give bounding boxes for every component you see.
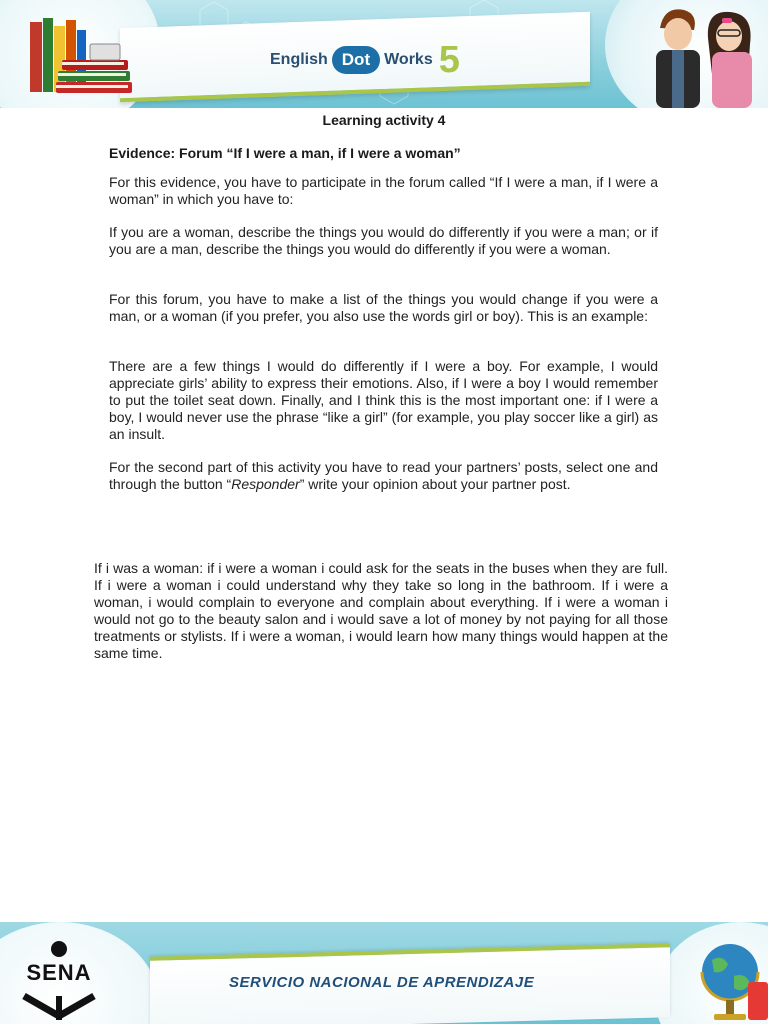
instruction-paragraph-1: For this evidence, you have to participate in the forum called “If I were a man, if I were a woman” in which you have to: xyxy=(109,174,658,207)
footer-banner xyxy=(0,922,768,1024)
institution-name: SERVICIO NACIONAL DE APRENDIZAJE xyxy=(229,974,535,991)
logo-number: 5 xyxy=(438,39,460,81)
example-paragraph: There are a few things I would do differently if I were a boy. For example, I would appreciate girls’ ability to express their emotions. Also, if I were a boy I would remember to put the toilet seat down. Finally, and I think this is the most important one: if I were a boy, I would never use the phrase “like a girl” (for example, you play soccer like a girl) as an insult. xyxy=(109,358,658,442)
evidence-heading: Evidence: Forum “If I were a man, if I were a woman” xyxy=(109,145,461,161)
students-illustration-icon xyxy=(638,4,766,108)
instruction-text-after: ” write your opinion about your partner post. xyxy=(299,476,571,492)
logo-word-works: Works xyxy=(384,51,433,68)
instruction-paragraph-2: If you are a woman, describe the things you would do differently if you were a man; or if you are a man, describe the things you would do differently if you were a woman. xyxy=(109,224,658,257)
instruction-paragraph-5 xyxy=(109,459,658,493)
page-title: Learning activity 4 xyxy=(322,112,446,128)
logo-word-dot: Dot xyxy=(332,46,380,74)
books-icon xyxy=(28,14,138,100)
english-dot-works-logo xyxy=(270,40,460,80)
responder-button-name: Responder xyxy=(231,476,300,492)
header-banner xyxy=(0,0,768,108)
student-answer-paragraph: If i was a woman: if i were a woman i could ask for the seats in the buses when they are full. If i were a woman i could understand why they take so long in the bathroom. If i were a woman, i would complain to everyone and complain about everything. If i were a woman i would not go to the beauty salon and i would save a lot of money by not paying for all those treatments or stylists. If i were a woman, i would learn how many things would happen at the same time. xyxy=(94,560,668,661)
instruction-paragraph-3: For this forum, you have to make a list of the things you would change if you were a man, or a woman (if you prefer, you also use the words girl or boy). This is an example: xyxy=(109,291,658,324)
sena-logo-text: SENA xyxy=(26,960,92,985)
logo-word-english: English xyxy=(270,51,328,68)
instruction-text-before: For the second part of this activity you have to read your partners’ posts, select one and through the button “ xyxy=(109,459,658,492)
globe-icon xyxy=(690,936,768,1024)
